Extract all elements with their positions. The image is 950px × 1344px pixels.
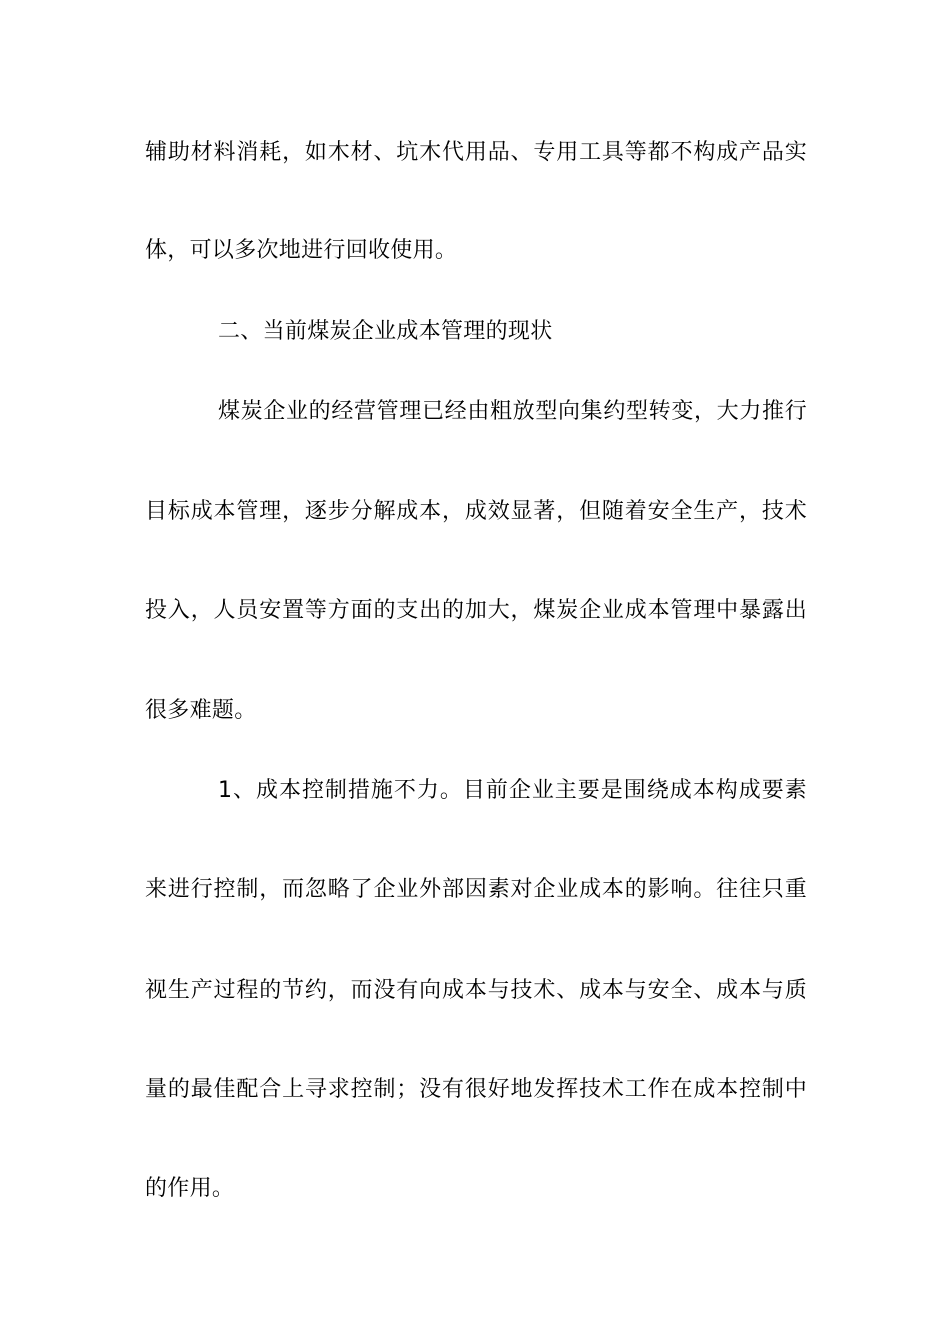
paragraph-line: 来进行控制，而忽略了企业外部因素对企业成本的影响。往往只重 xyxy=(145,877,807,902)
paragraph-line: 投入，人员安置等方面的支出的加大，煤炭企业成本管理中暴露出 xyxy=(145,598,807,623)
paragraph-line: 1、成本控制措施不力。目前企业主要是围绕成本构成要素 xyxy=(218,778,807,803)
paragraph-line: 量的最佳配合上寻求控制；没有很好地发挥技术工作在成本控制中 xyxy=(145,1077,807,1102)
paragraph-line: 辅助材料消耗，如木材、坑木代用品、专用工具等都不构成产品实 xyxy=(145,140,807,165)
paragraph-line: 体，可以多次地进行回收使用。 xyxy=(145,238,458,263)
paragraph-line: 的作用。 xyxy=(145,1176,235,1201)
section-heading: 二、当前煤炭企业成本管理的现状 xyxy=(218,319,553,344)
paragraph-line: 视生产过程的节约，而没有向成本与技术、成本与安全、成本与质 xyxy=(145,978,807,1003)
paragraph-line: 目标成本管理，逐步分解成本，成效显著，但随着安全生产，技术 xyxy=(145,499,807,524)
paragraph-line: 煤炭企业的经营管理已经由粗放型向集约型转变，大力推行 xyxy=(218,399,807,424)
paragraph-line: 很多难题。 xyxy=(145,698,257,723)
